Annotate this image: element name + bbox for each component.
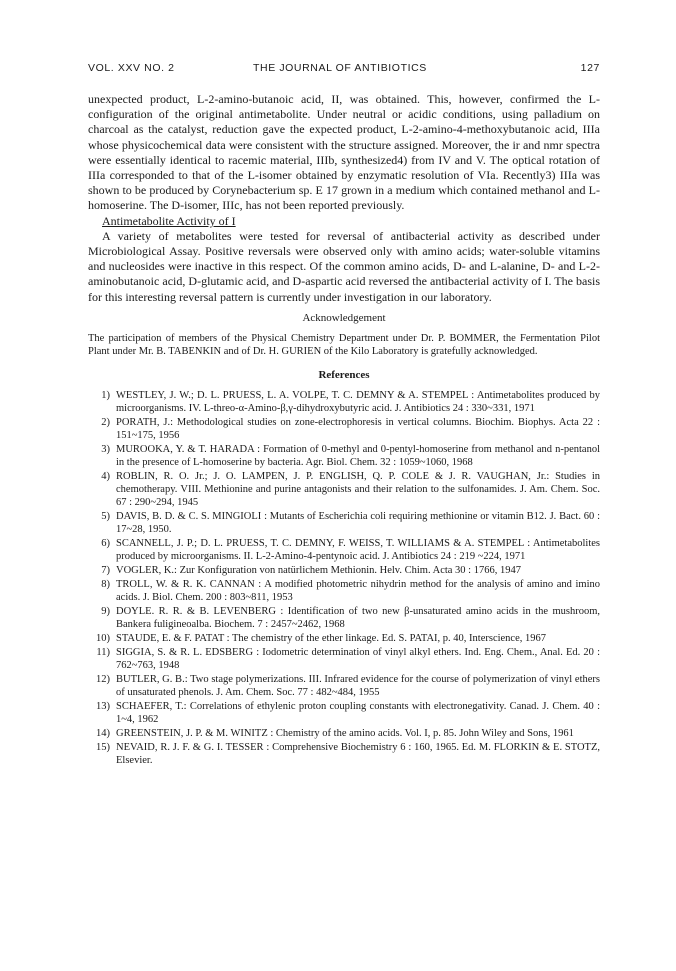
section-subheading: Antimetabolite Activity of I	[102, 213, 236, 228]
reference-item: 12) BUTLER, G. B.: Two stage polymerizations. III. Infrared evidence for the course of polymerization of vinyl ethers of unsaturated phenols. J. Am. Chem. Soc. 77 : 482~484, 1955	[96, 674, 600, 699]
reference-item: 2) PORATH, J.: Methodological studies on zone-electrophoresis in vertical columns. Biochim. Biophys. Acta 22 : 151~175, 1956	[101, 417, 600, 442]
references-list	[88, 389, 600, 767]
running-header	[88, 62, 600, 76]
reference-item: 15) NEVAID, R. J. F. & G. I. TESSER : Comprehensive Biochemistry 6 : 160, 1965. Ed. M. FLORKIN & E. STOTZ, Elsevier.	[96, 742, 600, 767]
references-heading: References	[318, 369, 370, 382]
paragraph-1: unexpected product, L-2-amino-butanoic acid, II, was obtained. This, however, confirmed the L-configuration of the original antimetabolite. Under neutral or acidic conditions, using palladium on charcoal as the catalyst, reduction gave the expected product, L-2-amino-4-methoxybutanoic acid, IIIa whose physicochemical data were consistent with the structure assigned. Moreover, the ir and nmr spectra were essentially identical to racemic material, IIIb, synthesized4) from IV and V. The optical rotation of IIIa corresponded to that of the L-isomer obtained by enzymatic resolution of VIa. Recently3) IIIa was shown to be produced by Corynebacterium sp. E 17 grown in a medium which contained methanol and L-homoserine. The D-isomer, IIIc, has not been reported previously.	[88, 92, 600, 213]
reference-item: 8) TROLL, W. & R. K. CANNAN : A modified photometric nihydrin method for the analysis of amino and imino acids. J. Biol. Chem. 200 : 803~811, 1953	[101, 579, 600, 604]
volume-label: VOL. XXV NO. 2	[88, 62, 175, 74]
paragraph-2: A variety of metabolites were tested for reversal of antibacterial activity as described under Microbiological Assay. Positive reversals were observed only with amino acids; water-soluble vitamins and nucleosides were inactive in this respect. Of the common amino acids, D- and L-alanine, D- and L-2-aminobutanoic acid, D-glutamic acid, and D-aspartic acid reversed the antibacterial activity of I. The basis for this interesting reversal pattern is currently under investigation in our laboratory.	[88, 228, 600, 304]
reference-item: 14) GREENSTEIN, J. P. & M. WINITZ : Chemistry of the amino acids. Vol. I, p. 85. John Wiley and Sons, 1961	[96, 728, 574, 740]
article-body	[88, 92, 600, 768]
journal-title: THE JOURNAL OF ANTIBIOTICS	[253, 62, 427, 74]
acknowledgement-heading: Acknowledgement	[302, 311, 386, 324]
reference-item: 9) DOYLE. R. R. & B. LEVENBERG : Identification of two new β-unsaturated amino acids in the mushroom, Bankera fuligineoalba. Biochem. 7 : 2457~2462, 1968	[101, 606, 600, 631]
reference-item: 11) SIGGIA, S. & R. L. EDSBERG : Iodometric determination of vinyl alkyl ethers. Ind. Eng. Chem., Anal. Ed. 20 : 762~763, 1948	[96, 647, 600, 672]
reference-item: 10) STAUDE, E. & F. PATAT : The chemistry of the ether linkage. Ed. S. PATAI, p. 40, Interscience, 1967	[96, 633, 547, 645]
reference-item: 1) WESTLEY, J. W.; D. L. PRUESS, L. A. VOLPE, T. C. DEMNY & A. STEMPEL : Antimetabolites produced by microorganisms. IV. L-threo-α-Amino-β,γ-dihydroxybutyric acid. J. Antibiotics 24 : 330~331, 1971	[101, 390, 600, 415]
reference-item: 13) SCHAEFER, T.: Correlations of ethylenic proton coupling constants with electronegativity. Canad. J. Chem. 40 : 1~4, 1962	[96, 701, 600, 726]
reference-item: 3) MUROOKA, Y. & T. HARADA : Formation of 0-methyl and 0-pentyl-homoserine from methanol and n-pentanol in the presence of L-homoserine by bacteria. Agr. Biol. Chem. 32 : 1059~1060, 1968	[101, 444, 600, 469]
acknowledgement-text: The participation of members of the Physical Chemistry Department under Dr. P. BOMMER, the Fermentation Pilot Plant under Mr. B. TABENKIN and of Dr. H. GURIEN of the Kilo Laboratory is gratefully acknowledged.	[88, 333, 600, 358]
reference-item: 6) SCANNELL, J. P.; D. L. PRUESS, T. C. DEMNY, F. WEISS, T. WILLIAMS & A. STEMPEL : Antimetabolites produced by microorganisms. II. L-2-Amino-4-pentynoic acid. J. Antibiotics 24 : 219 ~224, 1971	[101, 538, 600, 563]
reference-item: 7) VOGLER, K.: Zur Konfiguration von natürlichem Methionin. Helv. Chim. Acta 30 : 1766, 1947	[101, 565, 521, 577]
reference-item: 5) DAVIS, B. D. & C. S. MINGIOLI : Mutants of Escherichia coli requiring methionine or vitamin B12. J. Bact. 60 : 17~28, 1950.	[101, 511, 600, 536]
reference-item: 4) ROBLIN, R. O. Jr.; J. O. LAMPEN, J. P. ENGLISH, Q. P. COLE & J. R. VAUGHAN, Jr.: Studies in chemotherapy. VIII. Methionine and purine antagonists and their relation to the sulfonamides. J. Am. Chem. Soc. 67 : 290~294, 1945	[101, 471, 600, 509]
page-number: 127	[580, 62, 600, 74]
